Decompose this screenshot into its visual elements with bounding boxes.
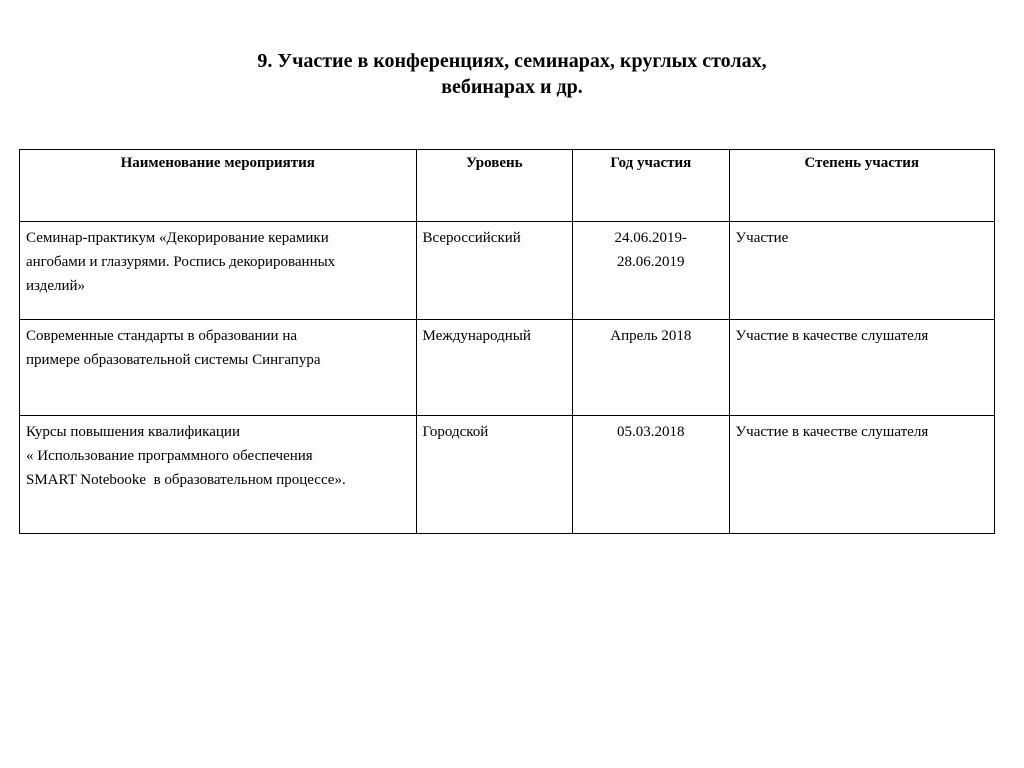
event-name-line: примере образовательной системы Сингапура (26, 352, 321, 368)
section-title (0, 48, 1024, 100)
year-line: 24.06.2019- (614, 230, 688, 246)
table-row (20, 222, 995, 320)
event-name-cell (20, 416, 417, 534)
year-cell (573, 416, 730, 534)
event-name-cell (20, 320, 417, 416)
table-row (20, 416, 995, 534)
year-cell (573, 320, 730, 416)
year-cell (573, 222, 730, 320)
section-title-line-2: вебинарах и др. (441, 76, 583, 98)
event-name-line: « Использование программного обеспечения (26, 448, 313, 464)
event-name-line: изделий» (26, 278, 86, 294)
event-name-line: SMART Notebooke в образовательном процессе». (26, 472, 346, 488)
event-name-line: ангобами и глазурями. Роспись декорированных (26, 254, 336, 270)
degree-cell: Участие в качестве слушателя (729, 416, 994, 534)
year-line: 28.06.2019 (617, 254, 685, 270)
event-name-line: Курсы повышения квалификации (26, 424, 240, 440)
degree-cell: Участие (729, 222, 994, 320)
event-name-cell (20, 222, 417, 320)
level-cell: Международный (416, 320, 573, 416)
table-row (20, 320, 995, 416)
year-line: 05.03.2018 (617, 424, 685, 440)
degree-cell: Участие в качестве слушателя (729, 320, 994, 416)
events-table (19, 149, 995, 534)
level-cell: Всероссийский (416, 222, 573, 320)
header-degree: Степень участия (729, 150, 994, 222)
event-name-line: Семинар-практикум «Декорирование керамики (26, 230, 329, 246)
event-name-line: Современные стандарты в образовании на (26, 328, 298, 344)
header-event-name: Наименование мероприятия (20, 150, 417, 222)
level-cell: Городской (416, 416, 573, 534)
section-title-line-1: 9. Участие в конференциях, семинарах, круглых столах, (257, 50, 767, 72)
header-year: Год участия (573, 150, 730, 222)
header-level: Уровень (416, 150, 573, 222)
year-line: Апрель 2018 (610, 328, 692, 344)
table-header-row (20, 150, 995, 222)
